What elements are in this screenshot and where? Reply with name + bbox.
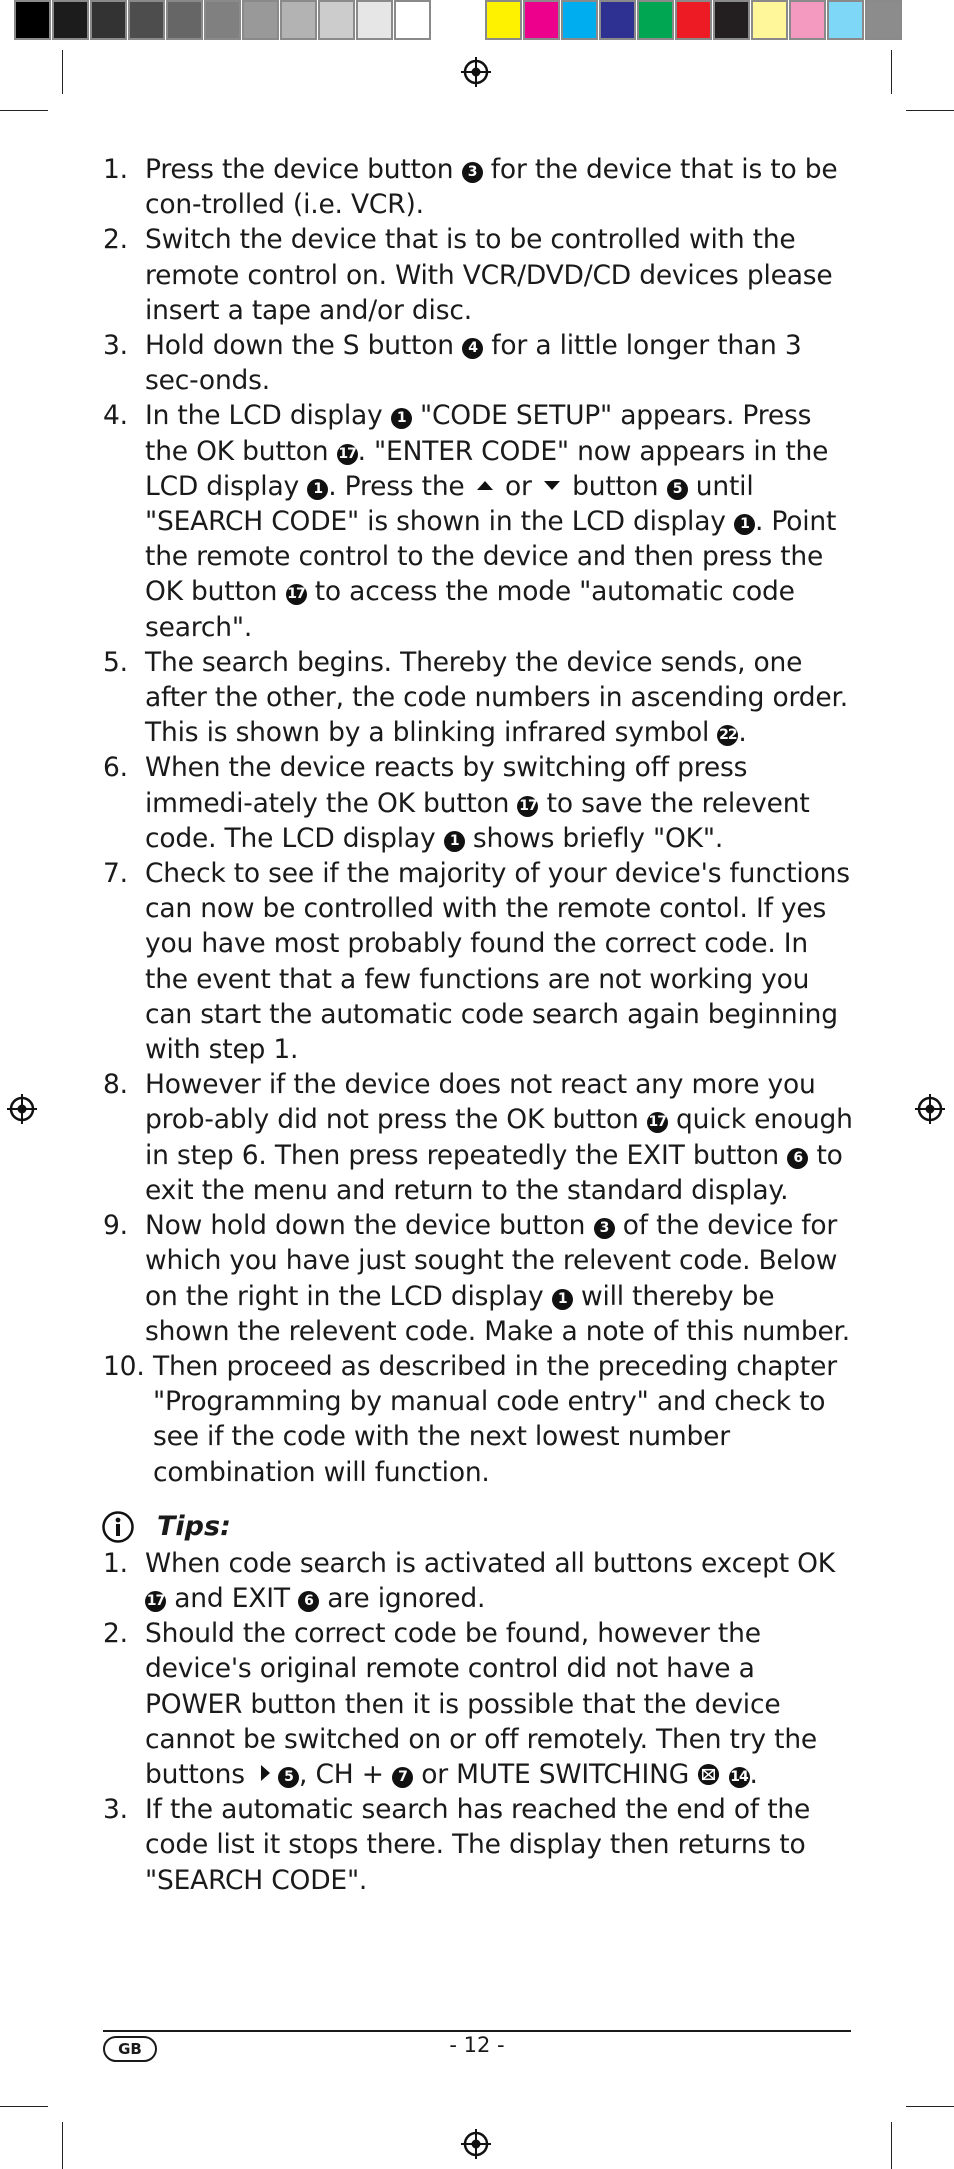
- step-text: to access the mode "automatic code search".: [145, 576, 795, 643]
- color-swatch: [827, 0, 864, 40]
- tip-number: 2.: [103, 1618, 128, 1650]
- gray-swatch: [280, 0, 317, 40]
- step-text: quick enough in step 6. Then press repeatedly the EXIT button: [145, 1104, 853, 1171]
- color-swatch: [713, 0, 750, 40]
- tips-heading: [103, 1508, 853, 1546]
- step-item: [103, 328, 853, 398]
- button-reference-badge: 6: [298, 1591, 319, 1612]
- gray-swatch: [318, 0, 355, 40]
- info-icon: [101, 1510, 135, 1544]
- color-swatch: [485, 0, 522, 40]
- grayscale-calibration-strip: [14, 0, 432, 44]
- step-text: for the device that is to be con-trolled (i.e. VCR).: [145, 154, 838, 221]
- step-text: .: [738, 717, 747, 749]
- step-text: shows briefly "OK".: [464, 822, 724, 854]
- button-reference-badge: 7: [392, 1767, 413, 1788]
- tips-label: Tips:: [157, 1511, 231, 1543]
- step-text: When the device reacts by switching off press immedi-ately the OK button: [145, 752, 748, 819]
- step-number: 5.: [103, 646, 128, 678]
- registration-mark-top-icon: [460, 56, 492, 88]
- step-number: 2.: [103, 224, 128, 256]
- step-text: In the LCD display: [145, 400, 391, 432]
- right-arrow-icon: [261, 1765, 270, 1781]
- button-reference-badge: 1: [307, 479, 328, 500]
- step-text: . "ENTER CODE" now appears in the LCD display: [145, 435, 829, 502]
- gray-swatch: [204, 0, 241, 40]
- step-text: Now hold down the device button: [145, 1210, 594, 1242]
- button-reference-badge: 3: [462, 162, 483, 183]
- step-text: to exit the menu and return to the standard display.: [145, 1139, 843, 1206]
- button-reference-badge: 17: [647, 1112, 668, 1133]
- button-reference-badge: 5: [667, 479, 688, 500]
- setup-steps-list: [103, 152, 853, 1490]
- gray-swatch: [394, 0, 431, 40]
- step-text: to save the relevent code. The LCD display: [145, 787, 810, 854]
- step-text: . Point the remote control to the device and then press the OK button: [145, 506, 837, 608]
- down-arrow-icon: [544, 481, 560, 490]
- color-swatch: [637, 0, 674, 40]
- crop-mark-bottom-right-h: [906, 2106, 954, 2107]
- gray-swatch: [242, 0, 279, 40]
- button-reference-badge: 17: [145, 1591, 166, 1612]
- step-item: [103, 222, 853, 328]
- tip-number: 3.: [103, 1794, 128, 1826]
- tip-text: Should the correct code be found, however the device's original remote control did not have a POWER button then it is possible that the device cannot be switched on or off remotely. Then try the buttons: [145, 1618, 818, 1790]
- step-text: Hold down the S button: [145, 330, 463, 362]
- gray-swatch: [52, 0, 89, 40]
- step-text: Check to see if the majority of your device's functions can now be controlled with the remote contol. If yes you have most probably found the correct code. In the event that a few functions are not working you can start the automatic code search again beginning with step 1.: [145, 858, 850, 1066]
- up-arrow-icon: [477, 481, 493, 490]
- crop-mark-bottom-left-v: [62, 2122, 63, 2169]
- tip-text: or MUTE SWITCHING: [412, 1758, 698, 1790]
- button-reference-badge: 1: [444, 831, 465, 852]
- step-text: "CODE SETUP" appears. Press the OK button: [145, 400, 812, 467]
- step-item: [103, 1349, 853, 1490]
- registration-mark-right-icon: [914, 1093, 946, 1125]
- tip-number: 1.: [103, 1547, 128, 1579]
- crop-mark-bottom-right-v: [891, 2122, 892, 2169]
- mute-icon: [697, 1763, 720, 1786]
- tip-text: are ignored.: [319, 1582, 486, 1614]
- tip-text: [720, 1759, 728, 1790]
- tip-item: [103, 1546, 853, 1616]
- button-reference-badge: 1: [552, 1289, 573, 1310]
- tip-text: If the automatic search has reached the end of the code list it stops there. The display then returns to "SEARCH CODE".: [145, 1794, 811, 1896]
- manual-page-content: [103, 152, 853, 1898]
- step-item: [103, 152, 853, 222]
- button-reference-badge: 1: [734, 514, 755, 535]
- step-number: 6.: [103, 752, 128, 784]
- step-text: or: [496, 470, 540, 502]
- crop-mark-top-right-v: [891, 50, 892, 94]
- button-reference-badge: 17: [286, 584, 307, 605]
- color-swatch: [675, 0, 712, 40]
- tip-item: [103, 1616, 853, 1792]
- button-reference-badge: 3: [594, 1218, 615, 1239]
- step-number: 10.: [103, 1350, 145, 1382]
- button-reference-badge: 14: [729, 1767, 750, 1788]
- tip-text: , CH +: [299, 1758, 392, 1790]
- step-number: 8.: [103, 1069, 128, 1101]
- step-item: [103, 645, 853, 751]
- button-reference-badge: 17: [337, 444, 358, 465]
- color-swatch: [789, 0, 826, 40]
- crop-mark-top-left-h: [0, 110, 48, 111]
- color-calibration-strip: [485, 0, 903, 44]
- gray-swatch: [90, 0, 127, 40]
- registration-mark-bottom-icon: [460, 2128, 492, 2160]
- step-text: The search begins. Thereby the device sends, one after the other, the code numbers in ascending order. This is shown by a blinking infrared symbol: [145, 646, 848, 749]
- step-item: [103, 398, 853, 644]
- step-item: [103, 750, 853, 856]
- button-reference-badge: 4: [462, 338, 483, 359]
- step-text: Then proceed as described in the preceding chapter "Programming by manual code entry" and check to see if the code with the next lowest number combination will function.: [153, 1350, 837, 1488]
- step-number: 4.: [103, 400, 128, 432]
- color-swatch: [523, 0, 560, 40]
- gray-swatch: [356, 0, 393, 40]
- step-text: button: [563, 470, 667, 502]
- color-swatch: [561, 0, 598, 40]
- step-text: until "SEARCH CODE" is shown in the LCD display: [145, 470, 754, 538]
- step-text: Switch the device that is to be controlled with the remote control on. With VCR/DVD/CD devices please insert a tape and/or disc.: [145, 224, 833, 326]
- gray-swatch: [14, 0, 51, 40]
- gray-swatch: [128, 0, 165, 40]
- color-swatch: [751, 0, 788, 40]
- step-text: for a little longer than 3 sec-onds.: [145, 330, 802, 397]
- tip-text: .: [749, 1758, 758, 1790]
- crop-mark-top-right-h: [906, 110, 954, 111]
- step-item: [103, 1067, 853, 1208]
- button-reference-badge: 22: [717, 725, 738, 746]
- tip-item: [103, 1792, 853, 1898]
- step-number: 9.: [103, 1210, 128, 1242]
- button-reference-badge: 1: [391, 408, 412, 429]
- step-text: of the device for which you have just sought the relevent code. Below on the right in the LCD display: [145, 1210, 838, 1312]
- step-text: Press the device button: [145, 154, 462, 185]
- crop-mark-top-left-v: [62, 50, 63, 94]
- step-text: However if the device does not react any more you prob-ably did not press the OK button: [145, 1069, 816, 1136]
- color-swatch: [599, 0, 636, 40]
- step-item: [103, 856, 853, 1067]
- step-number: 3.: [103, 330, 128, 362]
- gray-swatch: [166, 0, 203, 40]
- button-reference-badge: 17: [517, 796, 538, 817]
- language-badge: GB: [103, 2036, 157, 2062]
- tips-list: [103, 1546, 853, 1898]
- tip-text: and EXIT: [166, 1582, 299, 1614]
- color-swatch: [865, 0, 902, 40]
- tip-text: When code search is activated all buttons except OK: [145, 1547, 835, 1579]
- step-text: will thereby be shown the relevent code. Make a note of this number.: [145, 1280, 851, 1347]
- step-text: . Press the: [328, 470, 473, 502]
- step-item: [103, 1208, 853, 1349]
- crop-mark-bottom-left-h: [0, 2106, 48, 2107]
- button-reference-badge: 5: [278, 1767, 299, 1788]
- registration-mark-left-icon: [6, 1093, 38, 1125]
- step-number: 1.: [103, 154, 128, 185]
- page-number: - 12 -: [449, 2033, 505, 2057]
- step-number: 7.: [103, 858, 128, 890]
- button-reference-badge: 6: [787, 1148, 808, 1169]
- footer-rule: [103, 2030, 851, 2032]
